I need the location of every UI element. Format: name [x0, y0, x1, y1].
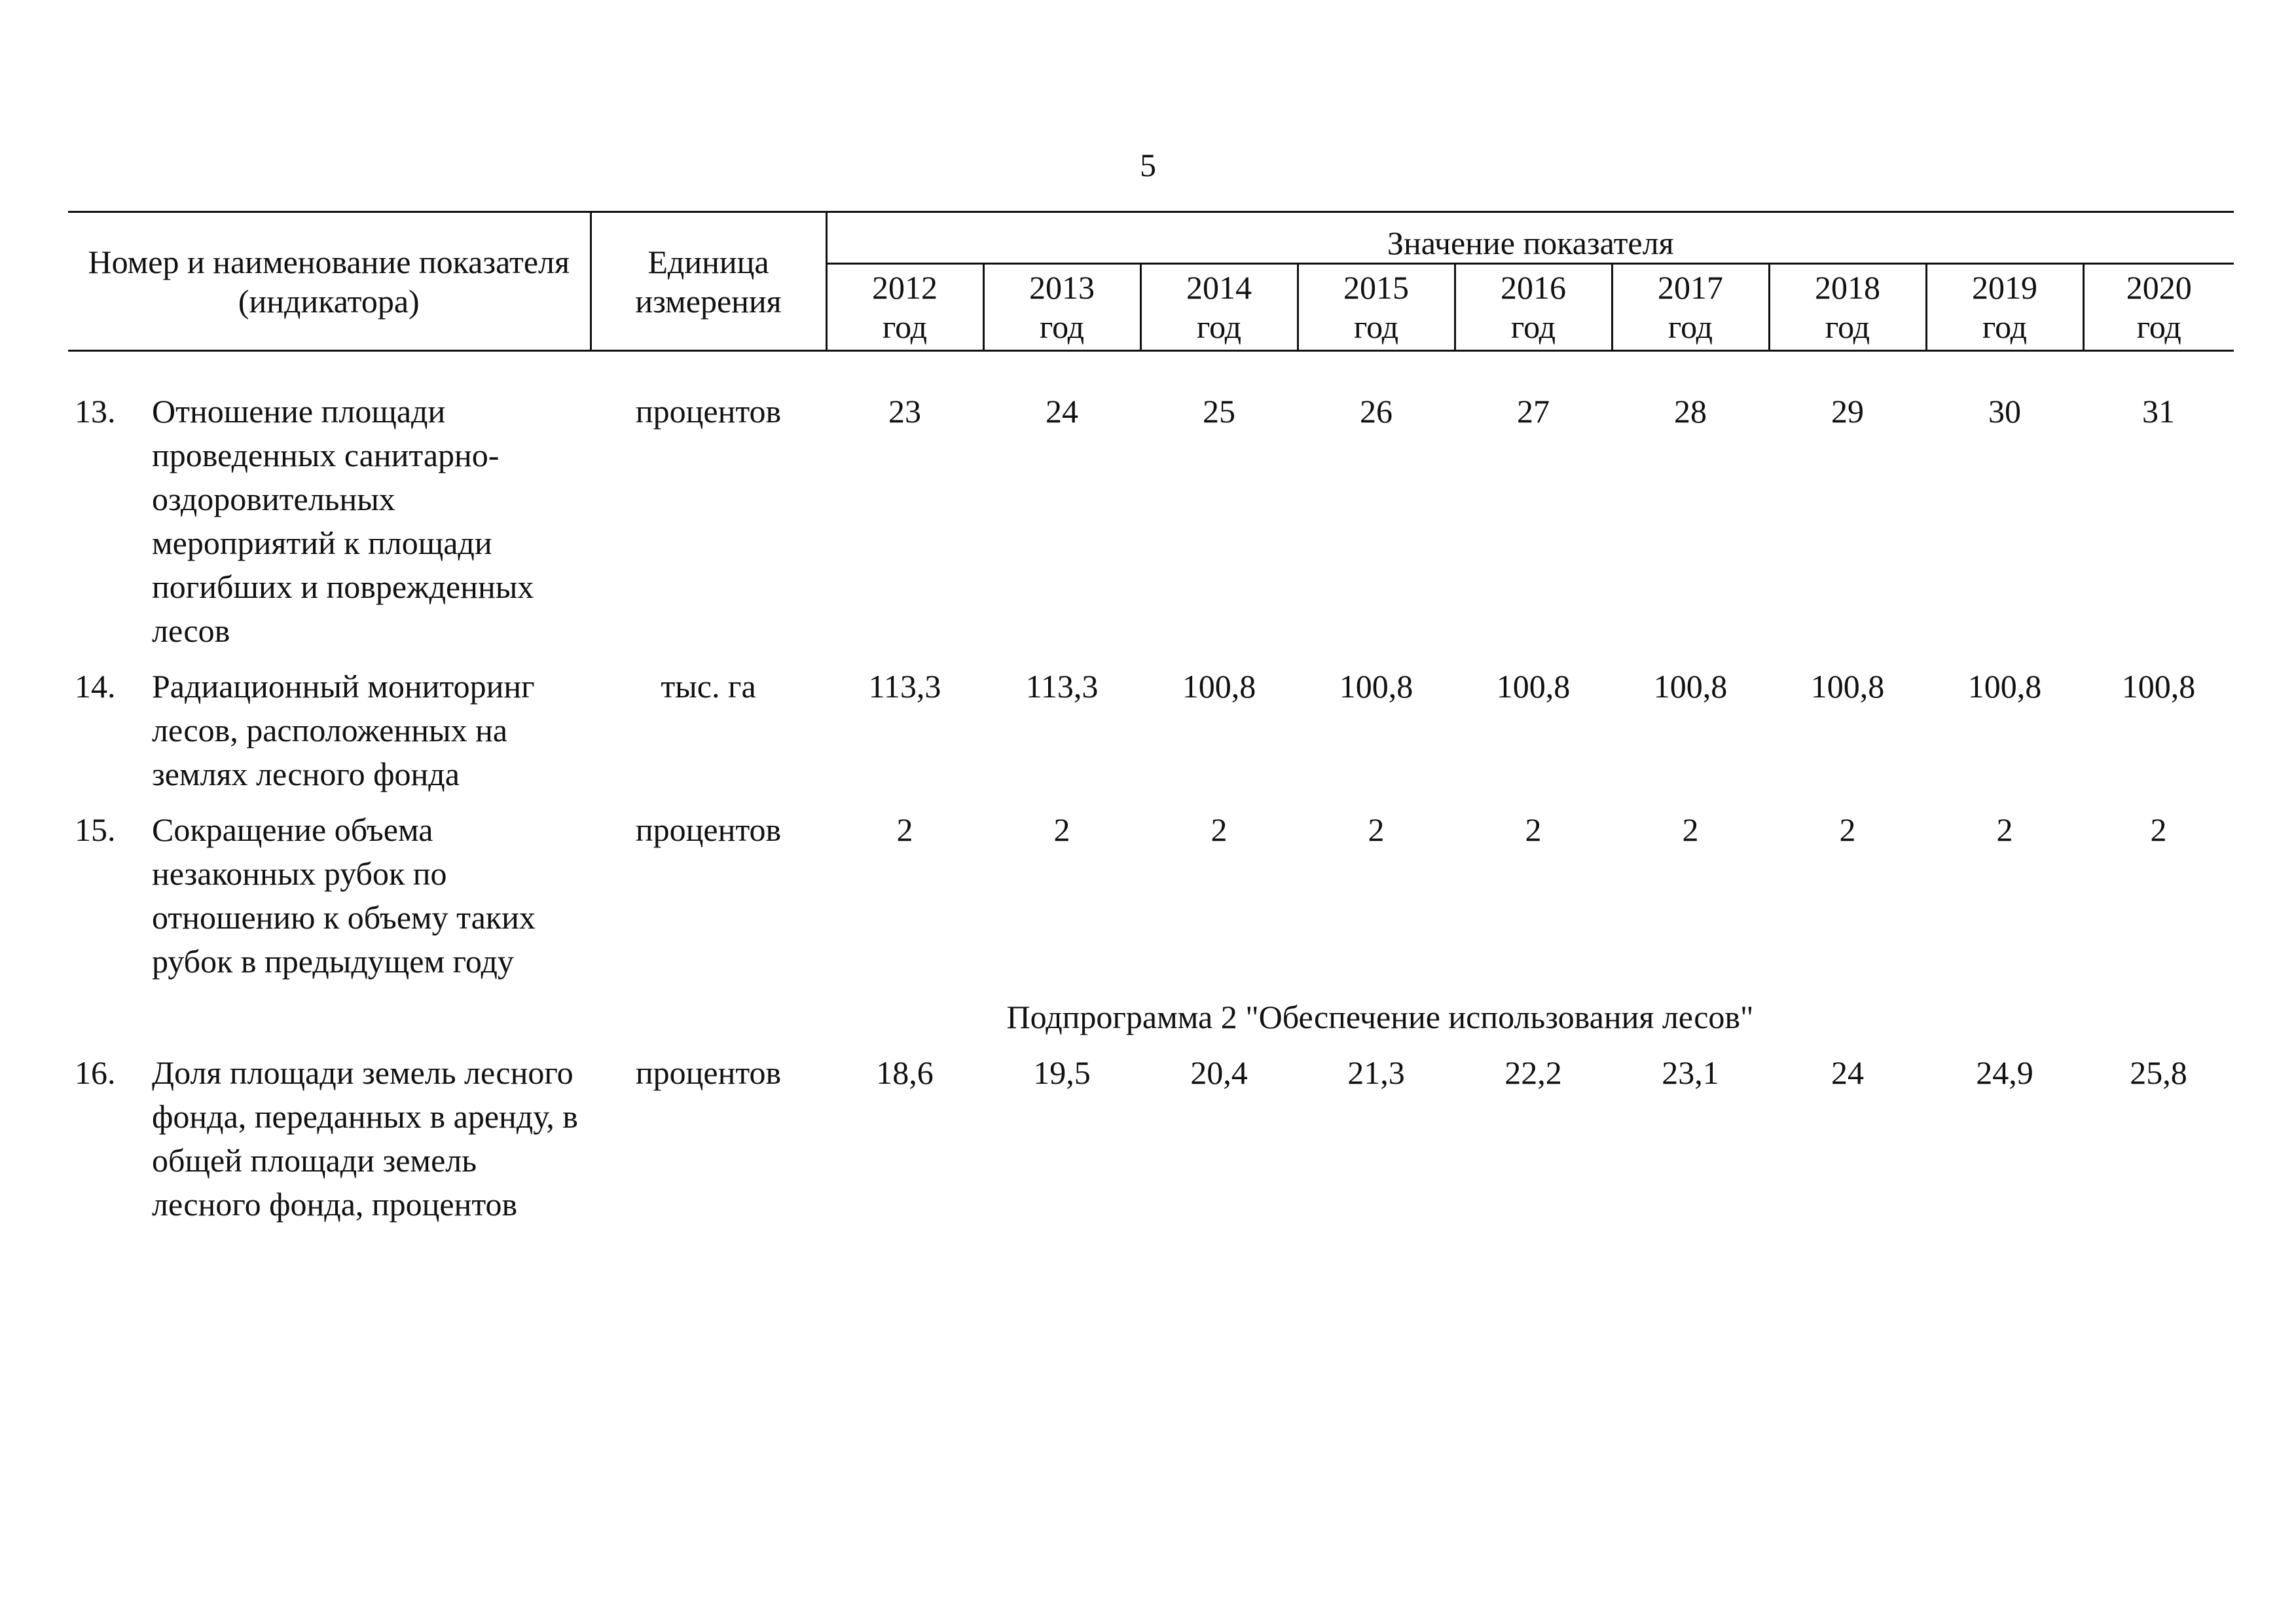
indicator-name: Доля площади земель лесного фонда, переданных в аренду, в общей площади земель лесного фонда, процентов	[152, 1054, 578, 1223]
year-word: год	[1825, 308, 1870, 345]
unit-cell: процентов	[635, 393, 782, 430]
value-2017: 100,8	[1653, 668, 1728, 705]
year-label: 2015	[1343, 269, 1409, 306]
header-unit-column: Единица измерения	[591, 212, 826, 351]
value-2019: 2	[1996, 811, 2013, 848]
value-2012: 23	[888, 393, 921, 430]
header-year-2018	[1769, 264, 1926, 351]
indicator-name-cell	[68, 390, 591, 665]
indicator-table	[68, 211, 2234, 1238]
year-word: год	[1982, 308, 2028, 345]
header-year-2019	[1926, 264, 2083, 351]
value-2013: 24	[1046, 393, 1078, 430]
row-number: 14.	[75, 668, 116, 705]
header-year-2017	[1612, 264, 1769, 351]
year-word: год	[1510, 308, 1556, 345]
header-year-2012	[826, 264, 983, 351]
header-year-2013	[983, 264, 1140, 351]
page-number: 5	[1140, 147, 1156, 183]
year-word: год	[1353, 308, 1399, 345]
value-2015: 100,8	[1339, 668, 1413, 705]
value-2016: 22,2	[1504, 1054, 1562, 1091]
row-number: 16.	[75, 1054, 116, 1091]
value-2015: 2	[1368, 811, 1385, 848]
subprogram-row	[68, 995, 2234, 1051]
subprogram-title: Подпрограмма 2 "Обеспечение использования лесов"	[1006, 999, 1754, 1035]
year-word: год	[882, 308, 928, 345]
value-2020: 31	[2142, 393, 2175, 430]
unit-cell: процентов	[635, 1054, 782, 1091]
year-label: 2013	[1029, 269, 1095, 306]
value-2016: 2	[1525, 811, 1542, 848]
value-2017: 28	[1674, 393, 1707, 430]
value-2020: 25,8	[2130, 1054, 2187, 1091]
value-2017: 23,1	[1662, 1054, 1719, 1091]
value-2020: 2	[2150, 811, 2167, 848]
value-2016: 27	[1517, 393, 1550, 430]
value-2014: 20,4	[1190, 1054, 1248, 1091]
unit-cell: тыс. га	[661, 668, 756, 705]
value-2018: 2	[1839, 811, 1856, 848]
year-word: год	[1667, 308, 1713, 345]
year-label: 2014	[1186, 269, 1252, 306]
year-label: 2012	[872, 269, 938, 306]
value-2013: 113,3	[1025, 668, 1099, 705]
spacer-row	[68, 351, 2234, 390]
year-word: год	[2136, 308, 2181, 345]
table-header	[68, 212, 2234, 351]
header-year-2016	[1455, 264, 1612, 351]
header-values-group: Значение показателя	[826, 212, 2234, 264]
value-2014: 2	[1211, 811, 1228, 848]
value-2020: 100,8	[2121, 668, 2196, 705]
value-2019: 100,8	[1967, 668, 2042, 705]
value-2018: 100,8	[1810, 668, 1885, 705]
value-2018: 24	[1831, 1054, 1864, 1091]
row-number: 15.	[75, 811, 116, 848]
spacer-cell	[68, 351, 2234, 390]
year-label: 2019	[1972, 269, 2037, 306]
table-row-14	[68, 665, 2234, 808]
table-row-13	[68, 390, 2234, 665]
table-row-15	[68, 808, 2234, 995]
indicator-name: Сокращение объема незаконных рубок по отношению к объему таких рубок в предыдущем году	[152, 811, 536, 980]
value-2013: 19,5	[1033, 1054, 1091, 1091]
indicator-name-cell	[68, 808, 591, 995]
indicator-name: Радиационный мониторинг лесов, расположенных на землях лесного фонда	[152, 668, 535, 792]
header-name-column: Номер и наименование показателя (индикатора)	[68, 212, 591, 351]
table-body	[68, 351, 2234, 1239]
value-2016: 100,8	[1496, 668, 1571, 705]
value-2015: 26	[1360, 393, 1393, 430]
year-label: 2017	[1658, 269, 1723, 306]
value-2019: 30	[1988, 393, 2021, 430]
value-2012: 2	[896, 811, 913, 848]
indicator-name-cell	[68, 665, 591, 808]
year-label: 2016	[1501, 269, 1566, 306]
year-label: 2018	[1815, 269, 1880, 306]
unit-cell: процентов	[635, 811, 782, 848]
table-row-16	[68, 1051, 2234, 1238]
year-word: год	[1196, 308, 1242, 345]
value-2013: 2	[1053, 811, 1070, 848]
value-2017: 2	[1682, 811, 1699, 848]
year-word: год	[1039, 308, 1085, 345]
value-2018: 29	[1831, 393, 1864, 430]
header-year-2020	[2083, 264, 2234, 351]
value-2012: 113,3	[868, 668, 941, 705]
value-2015: 21,3	[1347, 1054, 1405, 1091]
header-year-2015	[1298, 264, 1455, 351]
header-year-2014	[1140, 264, 1298, 351]
value-2019: 24,9	[1976, 1054, 2033, 1091]
value-2012: 18,6	[876, 1054, 934, 1091]
value-2014: 100,8	[1182, 668, 1256, 705]
row-number: 13.	[75, 393, 116, 430]
indicator-name: Отношение площади проведенных санитарно-оздоровительных мероприятий к площади погибших и поврежденных лесов	[152, 393, 534, 649]
subprogram-cell	[68, 995, 2234, 1051]
year-label: 2020	[2126, 269, 2192, 306]
value-2014: 25	[1203, 393, 1235, 430]
indicator-name-cell	[68, 1051, 591, 1238]
